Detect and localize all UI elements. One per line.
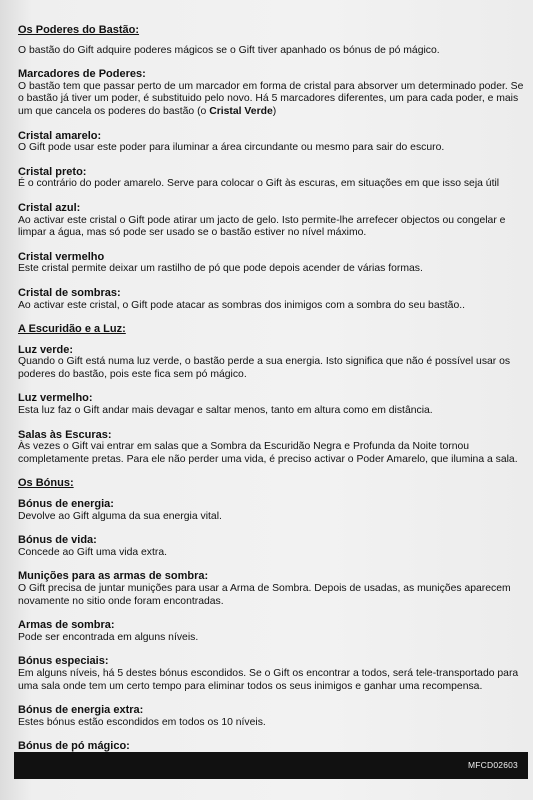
item-text: Em alguns níveis, há 5 destes bónus escondidos. Se o Gift os encontrar a todos, será tele-transportado para uma sala onde tem um certo tempo para eliminar todos os seus inimigos e ganhar uma recompensa. [18, 667, 519, 692]
item-text: O Gift precisa de juntar munições para usar a Arma de Sombra. Depois de usadas, as munições aparecem novamente no sitio onde foram encontradas. [18, 583, 511, 607]
item-text: Esta luz faz o Gift andar mais devagar e saltar menos, tanto em altura como em distância. [18, 405, 433, 417]
item-text-bold: Cristal Verde [209, 105, 273, 117]
item-heading: Bónus especiais: [18, 655, 109, 668]
item-heading: Armas de sombra: [18, 619, 115, 632]
item-heading: Cristal azul: [18, 201, 81, 214]
item-heading: Cristal vermelho [18, 250, 105, 263]
item-cristal-preto [18, 166, 530, 191]
item-text: Quando o Gift está numa luz verde, o bastão perde a sua energia. Isto significa que não é possível usar os poderes do bastão, pois este fica sem pó mágico. [18, 356, 511, 380]
manual-content [18, 24, 530, 777]
item-heading: Bónus de vida: [18, 534, 97, 547]
footer-bar [14, 752, 528, 779]
item-bonus-vida [18, 534, 530, 559]
item-text: Às vezes o Gift vai entrar em salas que a Sombra da Escuridão Negra e Profunda da Noite tornou completamente pretas. Para ele não perder uma vida, é preciso activar o Poder Amarelo, que ilumina a sala. [18, 441, 518, 465]
item-heading: Cristal amarelo: [18, 129, 102, 142]
item-heading: Salas às Escuras: [18, 428, 112, 441]
item-text: Concede ao Gift uma vida extra. [18, 546, 168, 558]
item-armas-sombra [18, 619, 530, 644]
item-heading: Bónus de pó mágico: [18, 740, 130, 753]
item-text: É o contrário do poder amarelo. Serve para colocar o Gift às escuras, em situações em que isso seja útil [18, 178, 500, 190]
item-heading: Luz verde: [18, 343, 74, 356]
item-municoes [18, 570, 530, 608]
item-text: Este cristal permite deixar um rastilho de pó que pode depois acender de várias formas. [18, 263, 423, 275]
intro-text: O bastão do Gift adquire poderes mágicos se o Gift tiver apanhado os bónus de pó mágico. [18, 44, 440, 56]
section-intro [18, 45, 530, 58]
item-text [18, 81, 530, 119]
footer-code: MFCD02603 [468, 760, 518, 770]
item-text: Ao activar este cristal o Gift pode atirar um jacto de gelo. Isto permite-lhe arrefecer objectos ou congelar e limpar a água, mas só pode ser usado se o bastão estiver no nível máximo. [18, 214, 506, 239]
item-text: Ao activar este cristal, o Gift pode atacar as sombras dos inimigos com a sombra do seu bastão.. [18, 299, 466, 311]
item-heading: Cristal de sombras: [18, 286, 121, 299]
item-heading: Cristal preto: [18, 165, 87, 178]
section-title-escuridao: A Escuridão e a Luz: [18, 323, 126, 336]
item-cristal-sombras [18, 287, 530, 312]
item-bonus-energia [18, 498, 530, 523]
item-bonus-energia-extra [18, 704, 530, 729]
item-heading: Bónus de energia: [18, 498, 114, 511]
item-cristal-amarelo [18, 130, 530, 155]
item-text: Estes bónus estão escondidos em todos os 10 níveis. [18, 716, 266, 728]
item-luz-vermelho [18, 392, 530, 417]
item-marcadores [18, 68, 530, 118]
item-luz-verde [18, 344, 530, 382]
item-heading: Luz vermelho: [18, 392, 93, 405]
item-heading: Munições para as armas de sombra: [18, 570, 209, 583]
section-title-bonus: Os Bónus: [18, 477, 74, 490]
item-bonus-especiais [18, 655, 530, 693]
item-text-tail: ) [272, 105, 277, 117]
item-text: O Gift pode usar este poder para iluminar a área circundante ou mesmo para sair do escuro. [18, 142, 445, 154]
item-heading: Marcadores de Poderes: [18, 68, 146, 81]
item-salas-escuras [18, 429, 530, 467]
item-cristal-azul [18, 202, 530, 240]
item-cristal-vermelho [18, 251, 530, 276]
item-text: Pode ser encontrada em alguns níveis. [18, 631, 199, 643]
section-title-poderes: Os Poderes do Bastão: [18, 24, 140, 36]
item-heading: Bónus de energia extra: [18, 704, 144, 717]
item-text: Devolve ao Gift alguma da sua energia vital. [18, 510, 222, 522]
item-text-main: O bastão tem que passar perto de um marcador em forma de cristal para absorver um determinado poder. Se o bastão já tiver um poder, é substituido pelo novo. Há 5 marcadores diferentes, um para cada poder, e mais um que cancela os poderes do bastão (o [18, 80, 524, 117]
